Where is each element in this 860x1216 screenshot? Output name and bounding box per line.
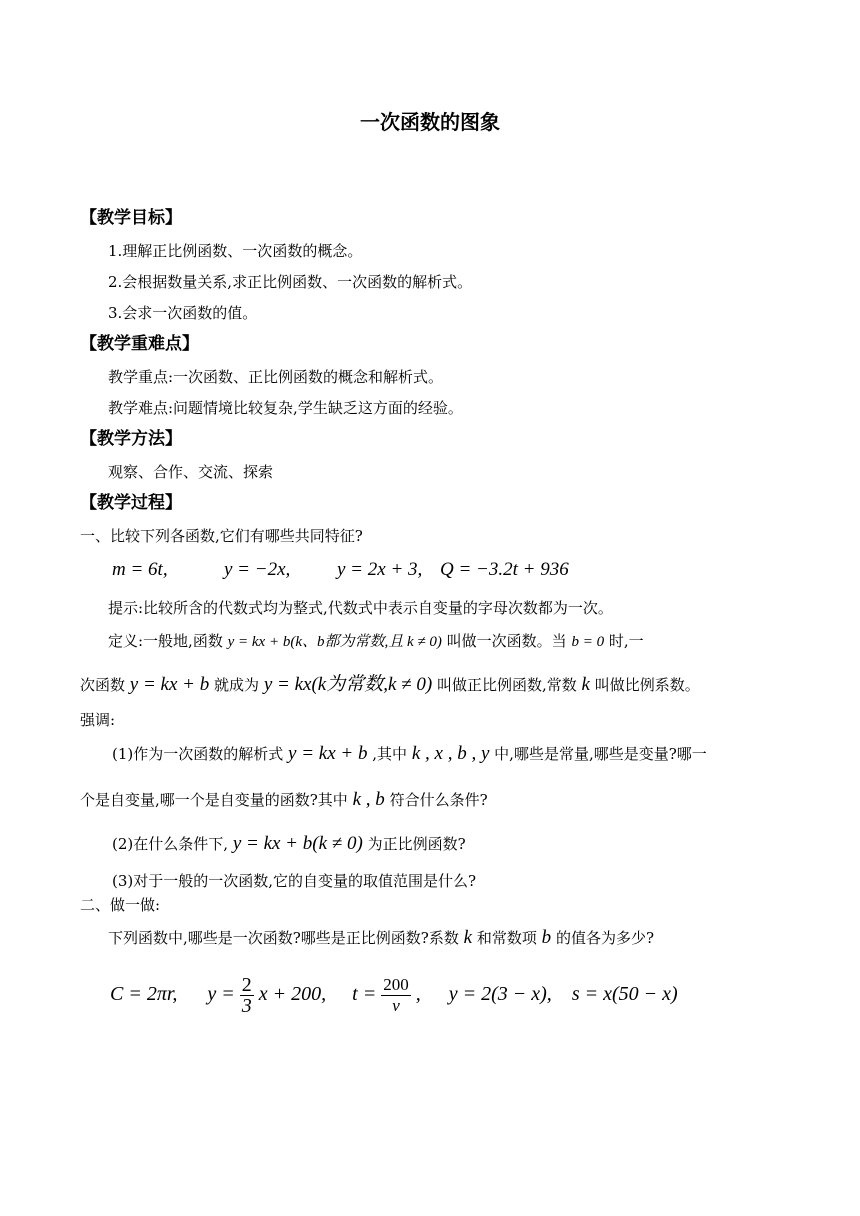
section-heading-key-points: 【教学重难点】 xyxy=(80,334,199,354)
hint-text: 提示:比较所含的代数式均为整式,代数式中表示自变量的字母次数都为一次。 xyxy=(108,599,613,617)
definition2-text-d: 叫做比例系数。 xyxy=(594,676,700,694)
section-heading-process: 【教学过程】 xyxy=(80,493,182,513)
section-heading-methods: 【教学方法】 xyxy=(80,429,182,449)
emphasis-1-text-a: (1)作为一次函数的解析式 xyxy=(112,745,284,763)
definition-formula: y = kx + b(k、b都为常数,且 k ≠ 0) xyxy=(227,634,442,650)
part2-question-k: k xyxy=(463,927,473,948)
formula-t-lhs: t = xyxy=(352,983,377,1005)
definition-text-c: 时,一 xyxy=(608,632,644,650)
methods-text: 观察、合作、交流、探索 xyxy=(108,463,274,481)
definition2-text-b: 就成为 xyxy=(214,676,260,694)
definition2-text-c: 叫做正比例函数,常数 xyxy=(436,676,577,694)
formula-q: Q = −3.2t + 936 xyxy=(440,559,569,580)
formula-y-2-3-minus-x: y = 2(3 − x), xyxy=(448,983,552,1005)
emphasis-1-line-1 xyxy=(112,744,707,764)
formula-t-rhs: , xyxy=(415,983,421,1005)
objective-item-3: 3.会求一次函数的值。 xyxy=(108,304,258,322)
formula-y-2x-plus-3: y = 2x + 3, xyxy=(337,559,423,580)
emphasis-2 xyxy=(112,834,466,854)
formula-m: m = 6t, xyxy=(112,559,168,580)
formula-y-neg2x: y = −2x, xyxy=(224,559,291,580)
part2-question xyxy=(108,928,654,948)
part2-formulas xyxy=(110,972,678,1016)
fraction-two-thirds-numerator: 2 xyxy=(241,973,252,996)
definition-line-2 xyxy=(80,675,700,695)
objective-item-1: 1.理解正比例函数、一次函数的概念。 xyxy=(108,242,363,260)
definition2-formula-proportional: y = kx(k为常数,k ≠ 0) xyxy=(263,674,433,695)
definition-text-b: 叫做一次函数。当 xyxy=(446,632,567,650)
emphasis-2-formula: y = kx + b(k ≠ 0) xyxy=(232,833,363,854)
formula-y-fraction-rhs: x + 200, xyxy=(258,983,327,1005)
fraction-two-thirds xyxy=(240,975,254,1016)
emphasis-1-vars: k , x , b , y xyxy=(411,743,490,764)
objective-item-2: 2.会根据数量关系,求正比例函数、一次函数的解析式。 xyxy=(108,273,473,291)
definition-text-a: 定义:一般地,函数 xyxy=(108,632,223,650)
definition2-text-a: 次函数 xyxy=(80,676,126,694)
emphasis-1-text-c: 中,哪些是常量,哪些是变量?哪一 xyxy=(494,745,707,763)
emphasis-1b-text-a: 个是自变量,哪一个是自变量的函数?其中 xyxy=(80,791,348,809)
fraction-200-numerator: 200 xyxy=(383,974,409,994)
part2-question-b: b xyxy=(541,927,552,948)
definition2-k: k xyxy=(581,674,590,695)
fraction-two-thirds-denominator: 3 xyxy=(241,994,252,1017)
definition-condition: b = 0 xyxy=(571,634,605,650)
fraction-200-over-v xyxy=(381,975,411,1016)
key-point-item: 教学重点:一次函数、正比例函数的概念和解析式。 xyxy=(108,368,444,386)
definition2-formula-linear: y = kx + b xyxy=(129,674,210,695)
formula-y-fraction-lhs: y = xyxy=(207,983,235,1005)
formula-s: s = x(50 − x) xyxy=(571,983,678,1005)
part1-question: 一、比较下列各函数,它们有哪些共同特征? xyxy=(80,527,363,545)
part2-question-text-b: 和常数项 xyxy=(476,929,537,947)
page-title: 一次函数的图象 xyxy=(360,110,500,134)
formula-circumference: C = 2πr, xyxy=(110,983,178,1005)
emphasis-2-text-a: (2)在什么条件下, xyxy=(112,835,229,853)
emphasis-1-formula: y = kx + b xyxy=(288,743,368,764)
emphasis-2-text-b: 为正比例函数? xyxy=(367,835,466,853)
emphasis-3: (3)对于一般的一次函数,它的自变量的取值范围是什么? xyxy=(112,872,477,890)
part2-question-text-a: 下列函数中,哪些是一次函数?哪些是正比例函数?系数 xyxy=(108,929,459,947)
part2-heading: 二、做一做: xyxy=(80,896,161,914)
definition-line-1 xyxy=(108,631,644,652)
emphasis-1-line-2 xyxy=(80,790,488,810)
emphasis-label: 强调: xyxy=(80,711,116,729)
difficulty-item: 教学难点:问题情境比较复杂,学生缺乏这方面的经验。 xyxy=(108,399,463,417)
emphasis-1-text-b: ,其中 xyxy=(372,745,408,763)
section-heading-objectives: 【教学目标】 xyxy=(80,208,182,228)
part2-question-text-c: 的值各为多少? xyxy=(555,929,654,947)
emphasis-1b-vars: k , b xyxy=(352,789,385,810)
emphasis-1b-text-b: 符合什么条件? xyxy=(389,791,488,809)
fraction-v-denominator: v xyxy=(392,995,400,1015)
